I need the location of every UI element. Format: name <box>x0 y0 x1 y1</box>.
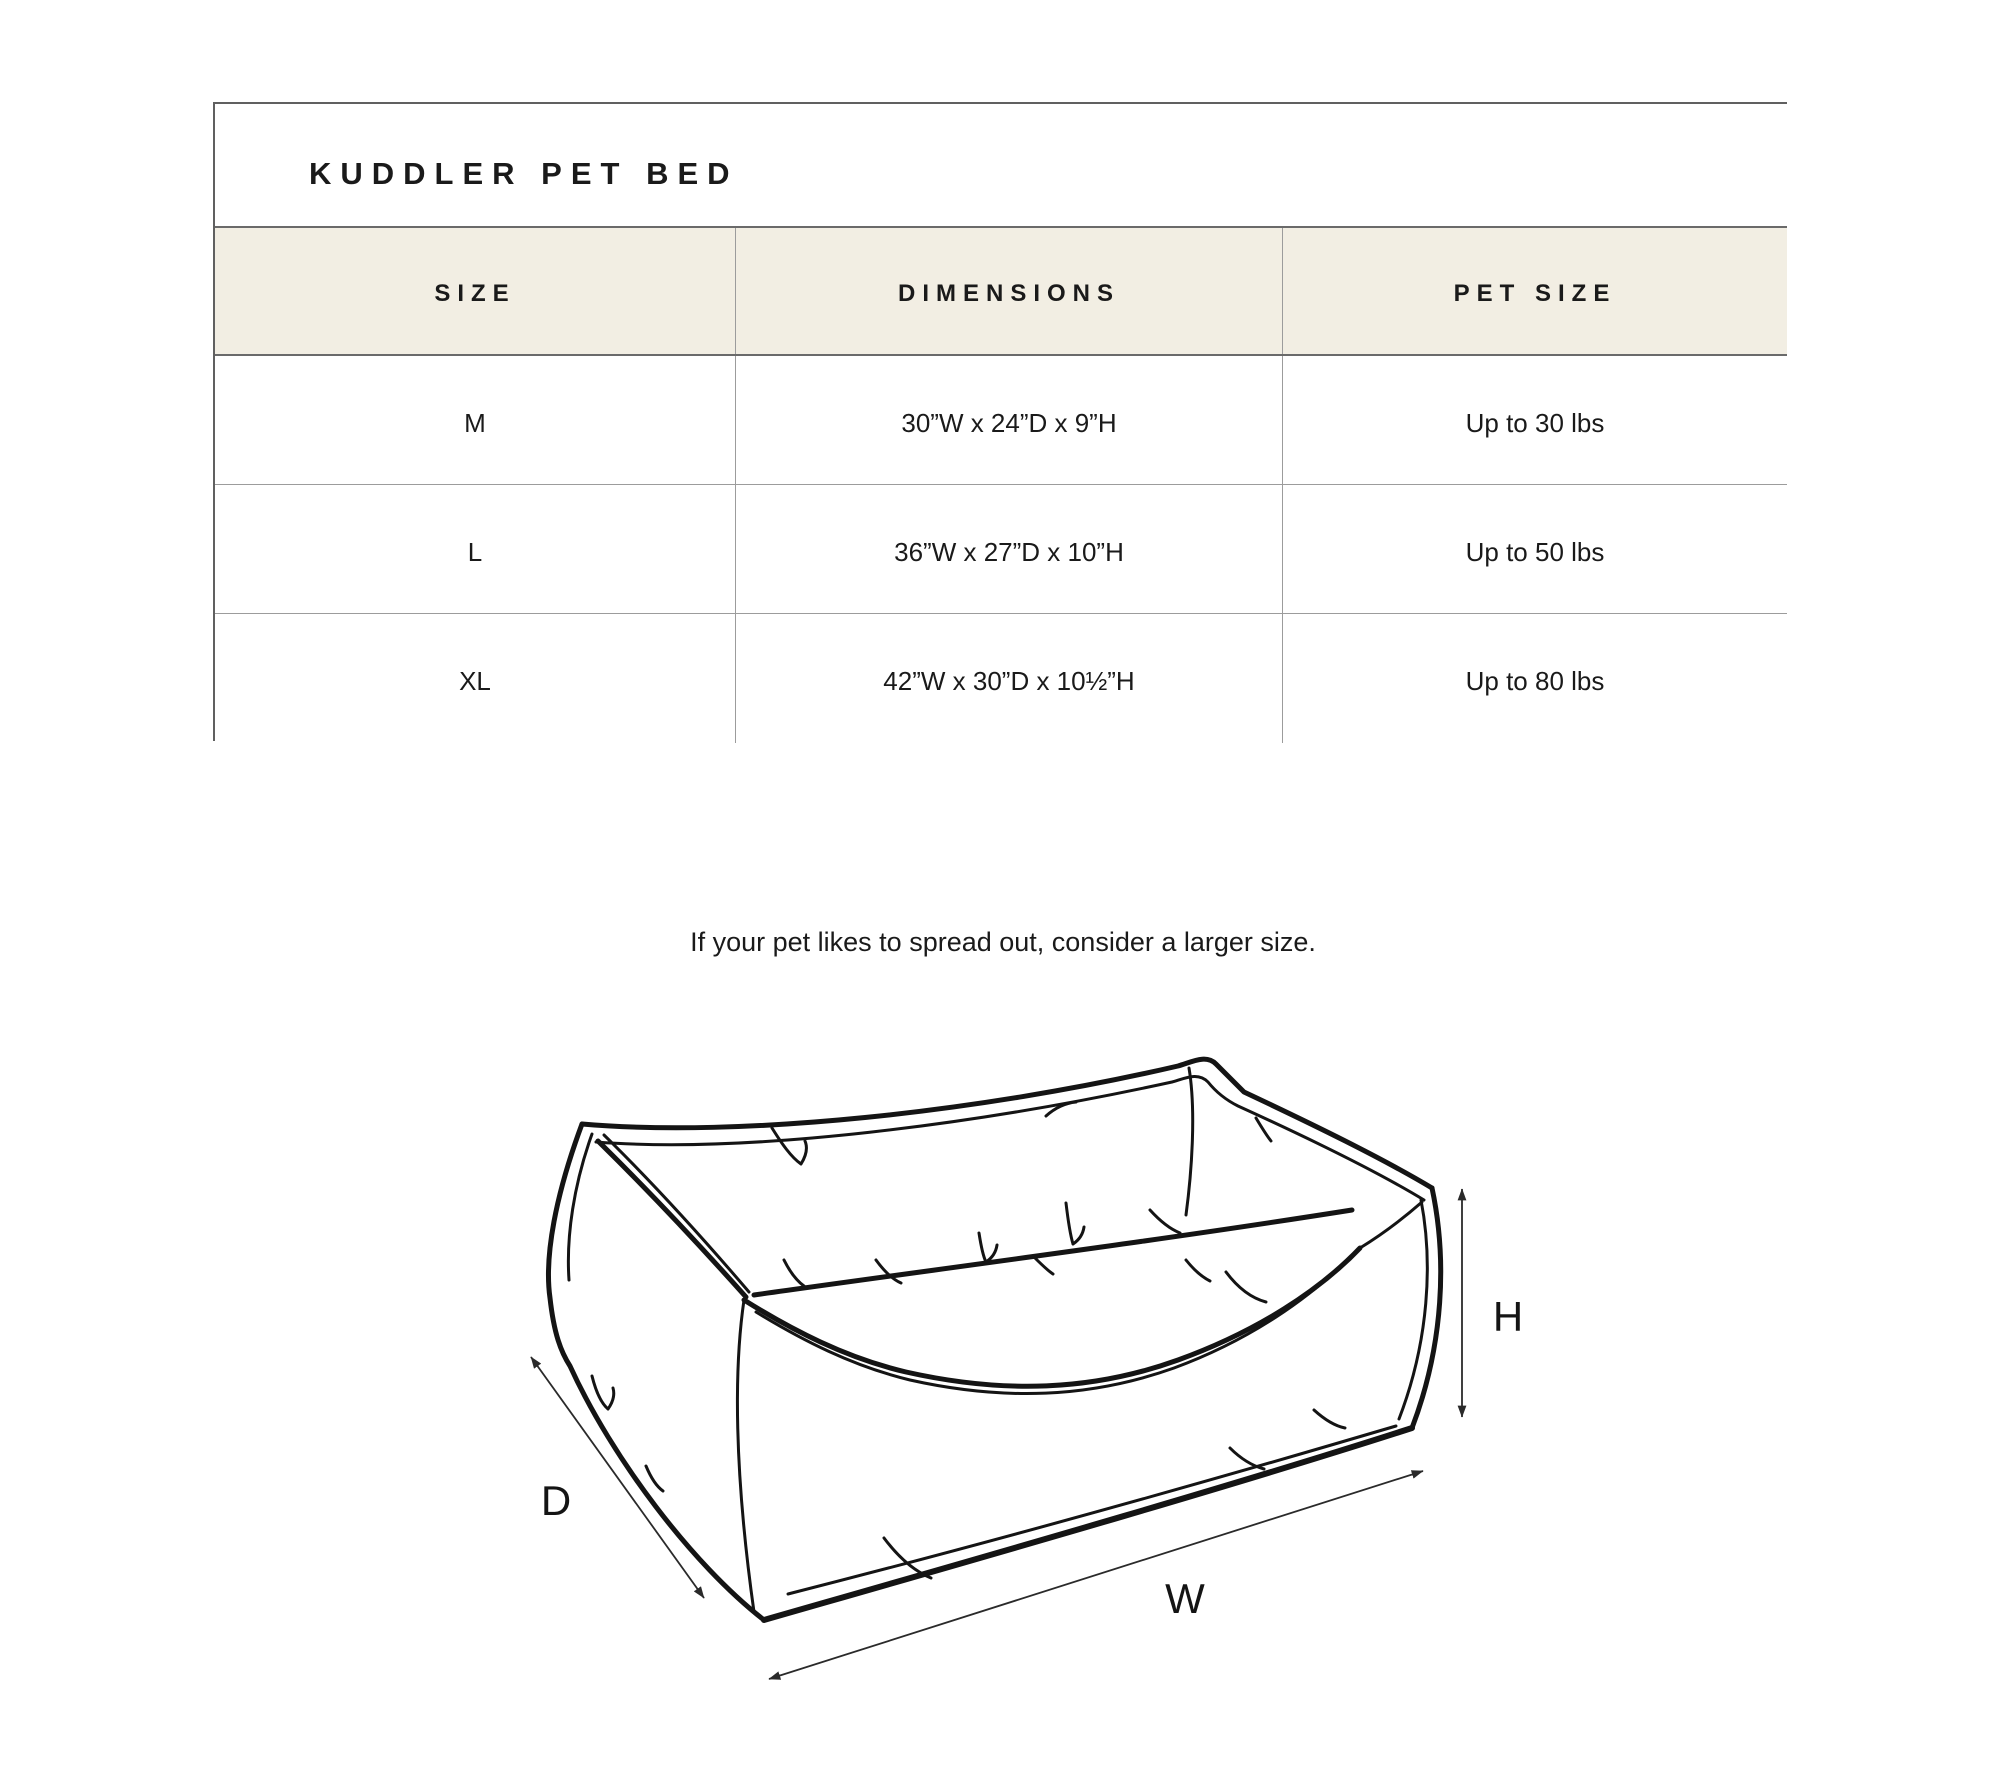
size-value: XL <box>459 666 491 696</box>
dimensions-value: 42”W x 30”D x 10½”H <box>735 614 1282 743</box>
depth-label: D <box>540 1477 572 1524</box>
table-header-row <box>215 228 1787 356</box>
table-title-row <box>215 104 1787 228</box>
pet-bed-illustration <box>400 1020 1560 1778</box>
height-label: H <box>1492 1293 1524 1340</box>
width-label: W <box>1165 1575 1205 1622</box>
table-row-l <box>215 485 1787 614</box>
pet-size-value: Up to 50 lbs <box>1282 485 1787 613</box>
dimension-arrows <box>531 1189 1523 1679</box>
table-row-xl <box>215 614 1787 743</box>
column-header-size: SIZE <box>434 280 516 307</box>
dimensions-value: 36”W x 27”D x 10”H <box>735 485 1282 613</box>
column-header-pet-size: PET SIZE <box>1282 228 1787 354</box>
size-value: L <box>467 536 483 567</box>
sizing-note: If your pet likes to spread out, consider a larger size. <box>690 927 1316 957</box>
bed-sketch <box>548 1059 1440 1620</box>
column-header-dimensions: DIMENSIONS <box>735 228 1282 354</box>
table-title: KUDDLER PET BED <box>309 156 739 191</box>
pet-size-value: Up to 30 lbs <box>1282 356 1787 484</box>
pet-size-value: Up to 80 lbs <box>1282 614 1787 743</box>
dimensions-value: 30”W x 24”D x 9”H <box>735 356 1282 484</box>
table-row-m <box>215 356 1787 485</box>
size-chart-table <box>213 102 1787 741</box>
size-value: M <box>464 407 486 438</box>
